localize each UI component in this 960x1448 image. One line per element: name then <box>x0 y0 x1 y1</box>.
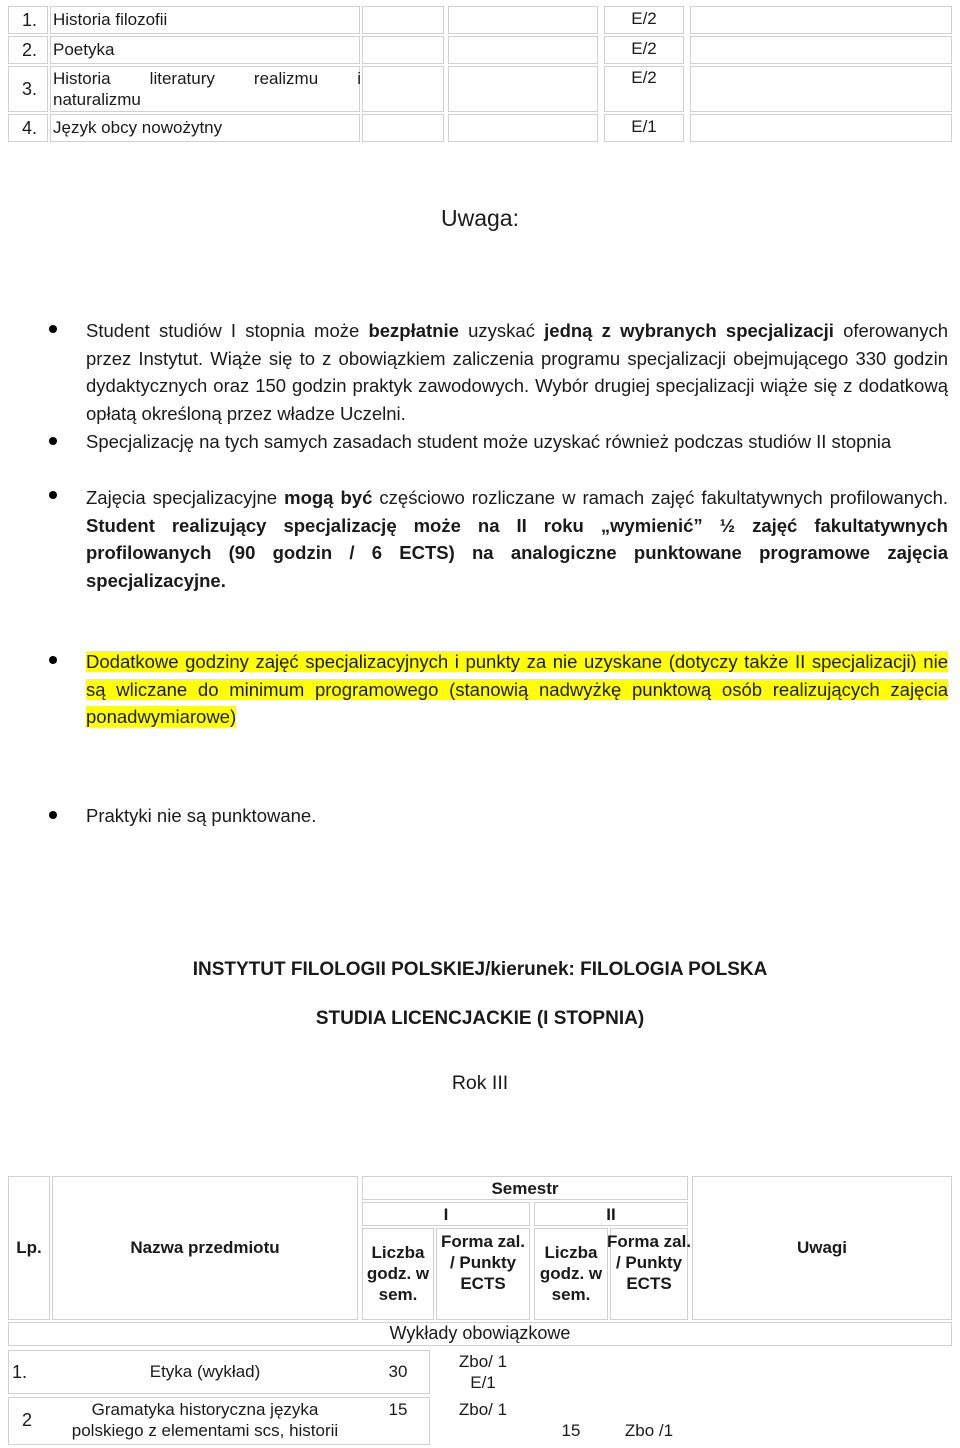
form-sem1-line1: Zbo/ 1 <box>458 1352 508 1371</box>
form-sem1-line2: E/1 <box>470 1373 496 1392</box>
table-cell <box>362 6 444 34</box>
row-number: 1. <box>22 10 38 30</box>
course-form: E/1 <box>631 117 657 136</box>
hours-sem1: 30 <box>388 1362 408 1381</box>
header-form-sem2: Forma zal. / Punkty ECTS <box>606 1232 692 1293</box>
header-course-name: Nazwa przedmiotu <box>130 1238 280 1257</box>
note-paragraph-internships: Praktyki nie są punktowane. <box>86 805 317 826</box>
highlighted-text: Dodatkowe godziny zajęć specjalizacyjnych i punkty za nie uzyskane (dotyczy także II specjalizacji) nie są wliczane do minimum programowego (stanowią nadwyżkę punktową osób realizujących zajęcia ponadwymiarowe) <box>86 651 948 727</box>
note-text: częściowo rozliczane w ramach zajęć fakultatywnych profilowanych. <box>372 487 949 508</box>
header-semester: Semestr <box>491 1179 559 1198</box>
course-form: E/2 <box>631 9 657 28</box>
studies-title: STUDIA LICENCJACKIE (I STOPNIA) <box>315 1008 645 1029</box>
header-notes: Uwagi <box>796 1238 848 1257</box>
course-name: Historia filozofii <box>53 10 168 29</box>
header-hours-sem2: Liczba godz. w sem. <box>539 1243 603 1304</box>
form-sem2: Zbo /1 <box>624 1421 674 1440</box>
note-emphasis: bezpłatnie <box>368 320 459 341</box>
table-cell <box>448 114 598 142</box>
hours-sem2: 15 <box>561 1421 581 1440</box>
course-name: Język obcy nowożytny <box>53 118 223 137</box>
header-form-sem1: Forma zal. / Punkty ECTS <box>440 1232 526 1293</box>
year-title: Rok III <box>451 1072 509 1094</box>
table-cell <box>362 36 444 64</box>
note-text: uzyskać <box>458 320 545 341</box>
table-cell <box>362 114 444 142</box>
row-number: 1. <box>12 1362 28 1382</box>
course-name-line1: Gramatyka historyczna języka <box>91 1400 319 1419</box>
course-name-line2: polskiego z elementami scs, historii <box>71 1421 339 1440</box>
table-cell <box>690 36 952 64</box>
note-text: Zajęcia specjalizacyjne <box>86 487 285 508</box>
table-cell <box>362 66 444 112</box>
table-cell <box>690 66 952 112</box>
header-lp: Lp. <box>16 1238 42 1257</box>
row-number: 2. <box>22 40 38 60</box>
table-cell <box>690 6 952 34</box>
form-sem1: Zbo/ 1 <box>458 1400 508 1419</box>
course-form: E/2 <box>631 39 657 58</box>
header-semester-1: I <box>443 1205 449 1224</box>
note-paragraph-second-degree: Specjalizację na tych samych zasadach student może uzyskać również podczas studiów II stopnia <box>86 431 892 452</box>
institute-title: INSTYTUT FILOLOGII POLSKIEJ/kierunek: FILOLOGIA POLSKA <box>192 959 768 980</box>
notes-heading: Uwaga: <box>441 205 519 231</box>
note-paragraph-specialization <box>86 317 948 427</box>
row-number: 4. <box>22 118 38 138</box>
course-name-line1: Historia literatury realizmu i <box>53 69 361 88</box>
bullet-icon <box>49 811 57 819</box>
table-cell <box>690 114 952 142</box>
section-mandatory-lectures: Wykłady obowiązkowe <box>389 1323 571 1343</box>
note-text: Student studiów I stopnia może <box>86 320 369 341</box>
bullet-icon <box>49 325 57 333</box>
table-cell <box>448 66 598 112</box>
course-name-line2: naturalizmu <box>53 90 141 109</box>
note-emphasis: jedną z wybranych specjalizacji <box>544 320 834 341</box>
bullet-icon <box>49 491 57 499</box>
header-semester-2: II <box>606 1205 616 1224</box>
note-text: oferowanych przez Instytut. Wiąże się to z obowiązkiem zaliczenia programu specjalizacji obejmującego 330 godzin dydaktycznych oraz 150 godzin praktyk zawodowych. Wybór drugiej specjalizacji wiąże się z dodatkową opłatą określoną przez władze Uczelni. <box>86 320 948 424</box>
bullet-icon <box>49 437 57 445</box>
note-paragraph-additional-hours <box>86 648 948 731</box>
table-cell <box>448 6 598 34</box>
course-name: Etyka (wykład) <box>149 1362 261 1381</box>
row-number: 3. <box>22 79 38 99</box>
header-hours-sem1: Liczba godz. w sem. <box>366 1243 430 1304</box>
note-emphasis: mogą być <box>284 487 373 508</box>
hours-sem1: 15 <box>388 1400 408 1419</box>
note-emphasis: Student realizujący specjalizację może na II roku „wymienić” ½ zajęć fakultatywnych profilowanych (90 godzin / 6 ECTS) na analogiczne punktowane programowe zajęcia specjalizacyjne. <box>86 514 948 591</box>
course-name: Poetyka <box>53 40 115 59</box>
row-number: 2 <box>22 1410 33 1430</box>
course-form: E/2 <box>631 68 657 87</box>
table-cell <box>448 36 598 64</box>
bullet-icon <box>49 656 57 664</box>
note-paragraph-classes <box>86 484 948 594</box>
